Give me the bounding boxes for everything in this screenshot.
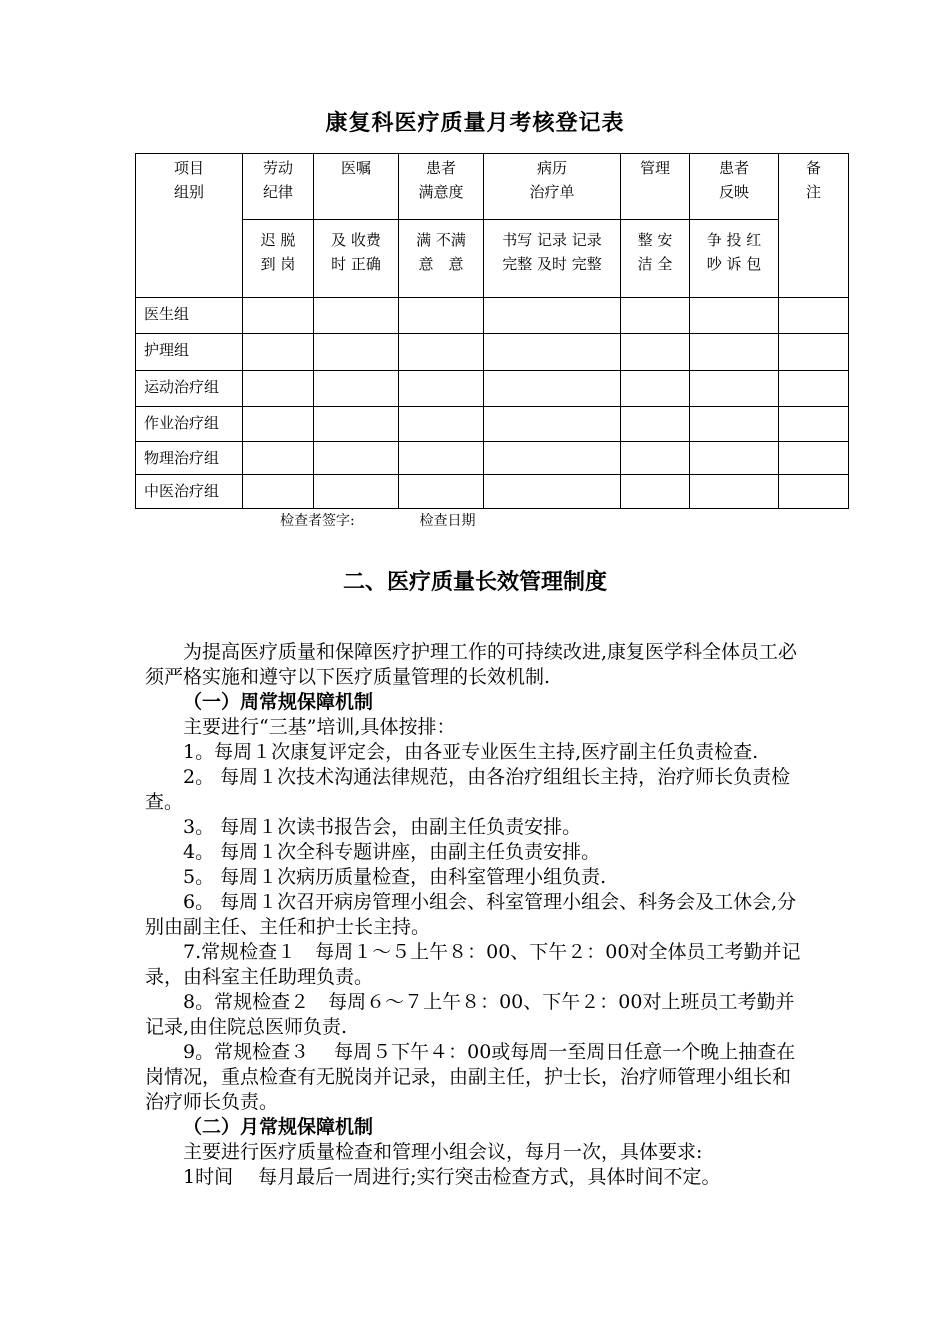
table-cell <box>314 442 399 475</box>
table-cell <box>243 334 314 371</box>
header-labor: 劳动 纪律 <box>243 154 314 220</box>
header-records: 病历 治疗单 <box>484 154 621 220</box>
table-cell <box>314 334 399 371</box>
row-group-label: 作业治疗组 <box>136 407 243 442</box>
table-cell <box>621 334 690 371</box>
subheader-records: 书写 记录 记录 完整 及时 完整 <box>484 220 621 298</box>
table-cell <box>621 371 690 407</box>
signature-line <box>280 510 475 530</box>
table-cell <box>314 298 399 334</box>
table-cell <box>621 407 690 442</box>
table-row <box>136 407 849 442</box>
subheader-feedback: 争 投 红 吵 诉 包 <box>690 220 779 298</box>
table-cell <box>621 298 690 334</box>
table-cell <box>484 475 621 509</box>
table-cell <box>484 298 621 334</box>
table-cell <box>399 334 484 371</box>
table-cell <box>621 475 690 509</box>
table-cell <box>779 407 849 442</box>
table-row <box>136 442 849 475</box>
table-cell <box>399 298 484 334</box>
table-cell <box>484 371 621 407</box>
table-cell <box>484 334 621 371</box>
row-group-label: 物理治疗组 <box>136 442 243 475</box>
paragraph: 为提高医疗质量和保障医疗护理工作的可持续改进,康复医学科全体员工必须严格实施和遵守以下医疗质量管理的长效机制. <box>145 641 798 688</box>
paragraph: 6。 每周１次召开病房管理小组会、科室管理小组会、科务会及工休会,分别由副主任、主任和护士长主持。 <box>145 891 797 938</box>
paragraph: 主要进行“三基”培训,具体按排： <box>183 716 456 738</box>
table-cell <box>779 334 849 371</box>
paragraph: 5。 每周１次病历质量检查，由科室管理小组负责. <box>183 866 607 888</box>
table-cell <box>399 442 484 475</box>
table-cell <box>314 407 399 442</box>
paragraph: 9。常规检查３ 每周５下午４：00或每周一至周日任意一个晚上抽查在岗情况，重点检查有无脱岗并记录，由副主任，护士长，治疗师管理小组长和治疗师长负责。 <box>145 1041 796 1113</box>
table-cell <box>243 442 314 475</box>
table-cell <box>243 475 314 509</box>
header-satisfaction: 患者 满意度 <box>399 154 484 220</box>
table-cell <box>243 407 314 442</box>
row-group-label: 中医治疗组 <box>136 475 243 509</box>
header-orders: 医嘱 <box>314 154 399 220</box>
row-group-label: 医生组 <box>136 298 243 334</box>
table-cell <box>621 442 690 475</box>
row-group-label: 护理组 <box>136 334 243 371</box>
table-cell <box>243 371 314 407</box>
table-cell <box>690 475 779 509</box>
paragraph: 7.常规检查１ 每周１～５上午８：00、下午２：00对全体员工考勤并记录，由科室主任助理负责。 <box>145 941 801 988</box>
table-cell <box>779 298 849 334</box>
header-item-group: 项目 组别 <box>136 154 243 298</box>
table-cell <box>690 371 779 407</box>
table-cell <box>779 371 849 407</box>
paragraph: 3。 每周１次读书报告会，由副主任负责安排。 <box>183 816 582 838</box>
table-cell <box>399 407 484 442</box>
table-cell <box>399 371 484 407</box>
table-cell <box>314 475 399 509</box>
table-row <box>136 475 849 509</box>
assessment-table <box>135 153 849 509</box>
document-title: 康复科医疗质量月考核登记表 <box>325 110 625 136</box>
table-cell <box>399 475 484 509</box>
paragraph: 1时间 每月最后一周进行;实行突击检查方式，具体时间不定。 <box>183 1166 721 1188</box>
date-label: 检查日期 <box>419 513 476 529</box>
subheader-labor: 迟 脱 到 岗 <box>243 220 314 298</box>
signer-label: 检查者签字: <box>280 513 355 529</box>
paragraph: 主要进行医疗质量检查和管理小组会议，每月一次，具体要求: <box>183 1141 703 1163</box>
header-management: 管理 <box>621 154 690 220</box>
table-cell <box>243 298 314 334</box>
section-title: 二、医疗质量长效管理制度 <box>342 569 607 595</box>
table-cell <box>690 407 779 442</box>
table-cell <box>484 407 621 442</box>
header-feedback: 患者 反映 <box>690 154 779 220</box>
table-cell <box>779 475 849 509</box>
table-cell <box>779 442 849 475</box>
subsection-heading: （二）月常规保障机制 <box>183 1116 374 1138</box>
table-row <box>136 298 849 334</box>
subheader-orders: 及 收费 时 正确 <box>314 220 399 298</box>
paragraph: 4。 每周１次全科专题讲座，由副主任负责安排。 <box>183 841 601 863</box>
header-remark: 备 注 <box>779 154 849 298</box>
row-group-label: 运动治疗组 <box>136 371 243 407</box>
table-cell <box>690 334 779 371</box>
subheader-satisfaction: 满 不满 意 意 <box>399 220 484 298</box>
table-cell <box>314 371 399 407</box>
table-cell <box>690 298 779 334</box>
table-row <box>136 334 849 371</box>
paragraph: 1。每周１次康复评定会，由各亚专业医生主持,医疗副主任负责检查. <box>183 741 759 763</box>
table-cell <box>484 442 621 475</box>
table-cell <box>690 442 779 475</box>
body-text <box>145 640 805 1190</box>
subheader-management: 整 安 洁 全 <box>621 220 690 298</box>
table-row <box>136 371 849 407</box>
paragraph: 2。 每周１次技术沟通法律规范，由各治疗组组长主持，治疗师长负责检查。 <box>145 766 791 813</box>
subsection-heading: （一）周常规保障机制 <box>183 691 374 713</box>
paragraph: 8。常规检查２ 每周６～７上午８：00、下午２：00对上班员工考勤并记录,由住院总医师负责. <box>145 991 795 1038</box>
